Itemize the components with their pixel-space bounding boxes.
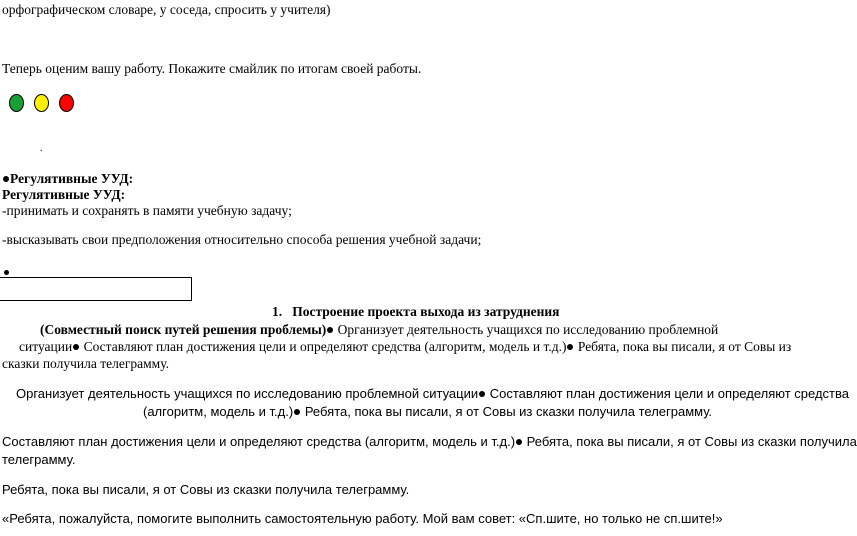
paragraph-4: Ребята, пока вы писали, я от Совы из сказки получила телеграмму. <box>2 482 410 497</box>
paragraph-1-line-3: сказки получила телеграмму. <box>2 356 169 371</box>
bullet-icon <box>516 439 522 445</box>
paragraph-1-line-2: ситуации Составляют план достижения цели и определяют средства (алгоритм, модель и т.д.) Ребята, пока вы писали, я от Совы из <box>19 339 792 354</box>
bullet-icon <box>327 327 333 333</box>
paragraph-2-line-2: (алгоритм, модель и т.д.) Ребята, пока вы писали, я от Совы из сказки получила телеграмму. <box>143 404 713 419</box>
red-circle-icon[interactable] <box>59 94 74 112</box>
text-line-1: орфографическом словаре, у соседа, спросить у учителя) <box>2 2 331 17</box>
reg-heading-1: Регулятивные УУД: <box>2 170 133 187</box>
yellow-circle-icon[interactable] <box>34 94 49 112</box>
paragraph-2-line-1: Организует деятельность учащихся по исследованию проблемной ситуации Составляют план достижения цели и определяют средства <box>16 386 849 401</box>
period-mark: . <box>40 143 43 154</box>
paragraph-5: «Ребята, пожалуйста, помогите выполнить самостоятельную работу. Мой вам совет: «Сп.шите, но только не сп.шите!» <box>2 511 723 526</box>
bullet-icon <box>73 344 79 350</box>
reg-item-2: -высказывать свои предположения относительно способа решения учебной задачи; <box>2 232 482 247</box>
reg-heading-2: Регулятивные УУД: <box>2 187 126 202</box>
paragraph-3-line-2: телеграмму. <box>2 452 76 467</box>
bullet-icon <box>294 409 300 415</box>
paragraph-1-line-1: (Совместный поиск путей решения проблемы) Организует деятельность учащихся по исследованию проблемной <box>40 322 719 337</box>
paragraph-3-line-1: Составляют план достижения цели и определяют средства (алгоритм, модель и т.д.) Ребята, пока вы писали, я от Совы из сказки получила <box>2 434 857 449</box>
green-circle-icon[interactable] <box>9 94 24 112</box>
bullet-icon <box>567 344 573 350</box>
empty-text-box[interactable] <box>0 277 192 301</box>
bullet-icon <box>479 391 485 397</box>
section-title: 1. Построение проекта выхода из затруднения <box>272 304 560 319</box>
reg-item-1: -принимать и сохранять в памяти учебную задачу; <box>2 203 292 218</box>
bullet-icon <box>3 176 9 182</box>
text-line-2: Теперь оценим вашу работу. Покажите смайлик по итогам своей работы. <box>2 61 422 76</box>
